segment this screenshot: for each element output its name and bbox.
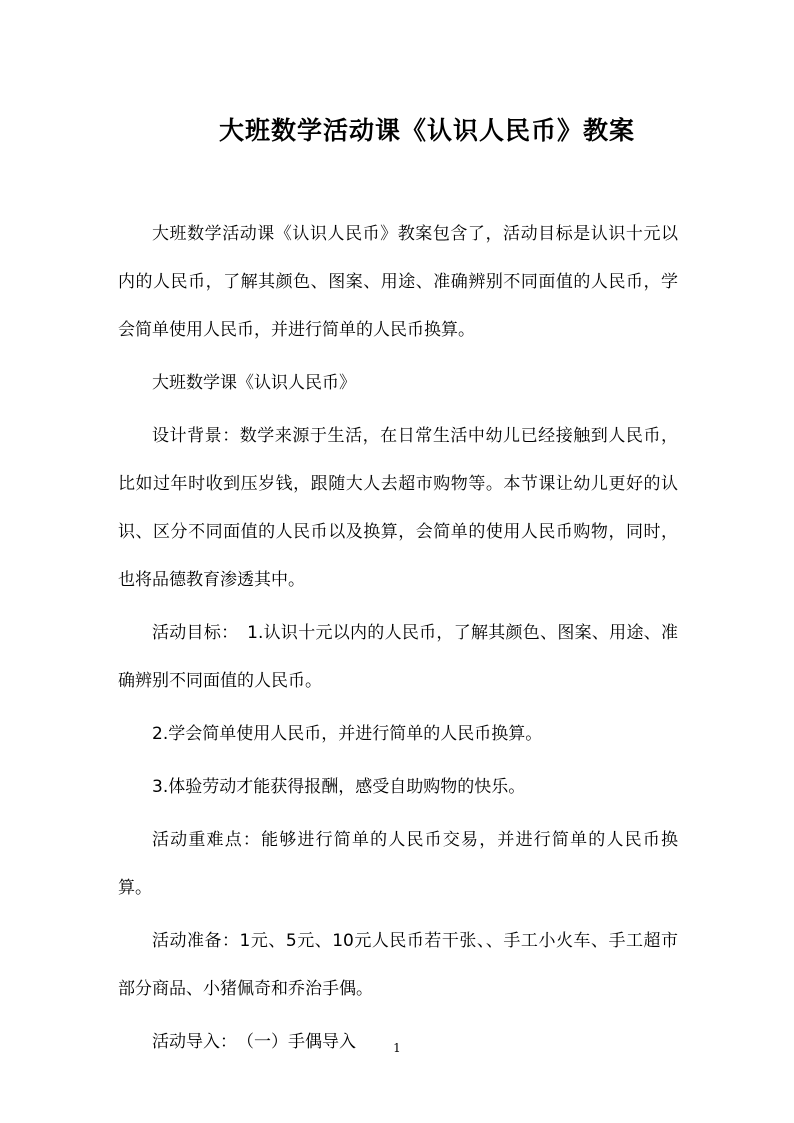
paragraph-preparation: 活动准备：1元、5元、10元人民币若干张、、手工小火车、手工超市部分商品、小猪佩奇和乔治手偶。 bbox=[118, 931, 678, 999]
page-number: 1 bbox=[393, 1041, 401, 1055]
paragraph-goal-3: 3.体验劳动才能获得报酬，感受自助购物的快乐。 bbox=[152, 777, 526, 797]
paragraph-goal-2: 2.学会简单使用人民币，并进行简单的人民币换算。 bbox=[152, 724, 543, 744]
document-title: 大班数学活动课《认识人民币》教案 bbox=[218, 115, 635, 145]
paragraph-subtitle: 大班数学课《认识人民币》 bbox=[152, 373, 356, 393]
paragraph-background: 设计背景：数学来源于生活，在日常生活中幼儿已经接触到人民币，比如过年时收到压岁钱，跟随大人去超市购物等。本节课让幼儿更好的认识、区分不同面值的人民币以及换算，会简单的使用人民币购物，同时，也将品德教育渗透其中。 bbox=[118, 426, 678, 590]
paragraph-introduction: 活动导入： （一）手偶导入 bbox=[152, 1032, 356, 1052]
paragraph-goal-1: 活动目标： 1.认识十元以内的人民币，了解其颜色、图案、用途、准确辨别不同面值的人民币。 bbox=[118, 623, 678, 691]
paragraph-key-points: 活动重难点：能够进行简单的人民币交易，并进行简单的人民币换算。 bbox=[118, 830, 678, 898]
paragraph-intro: 大班数学活动课《认识人民币》教案包含了，活动目标是认识十元以内的人民币，了解其颜色、图案、用途、准确辨别不同面值的人民币，学会简单使用人民币，并进行简单的人民币换算。 bbox=[118, 224, 678, 340]
document-body bbox=[118, 210, 678, 1071]
